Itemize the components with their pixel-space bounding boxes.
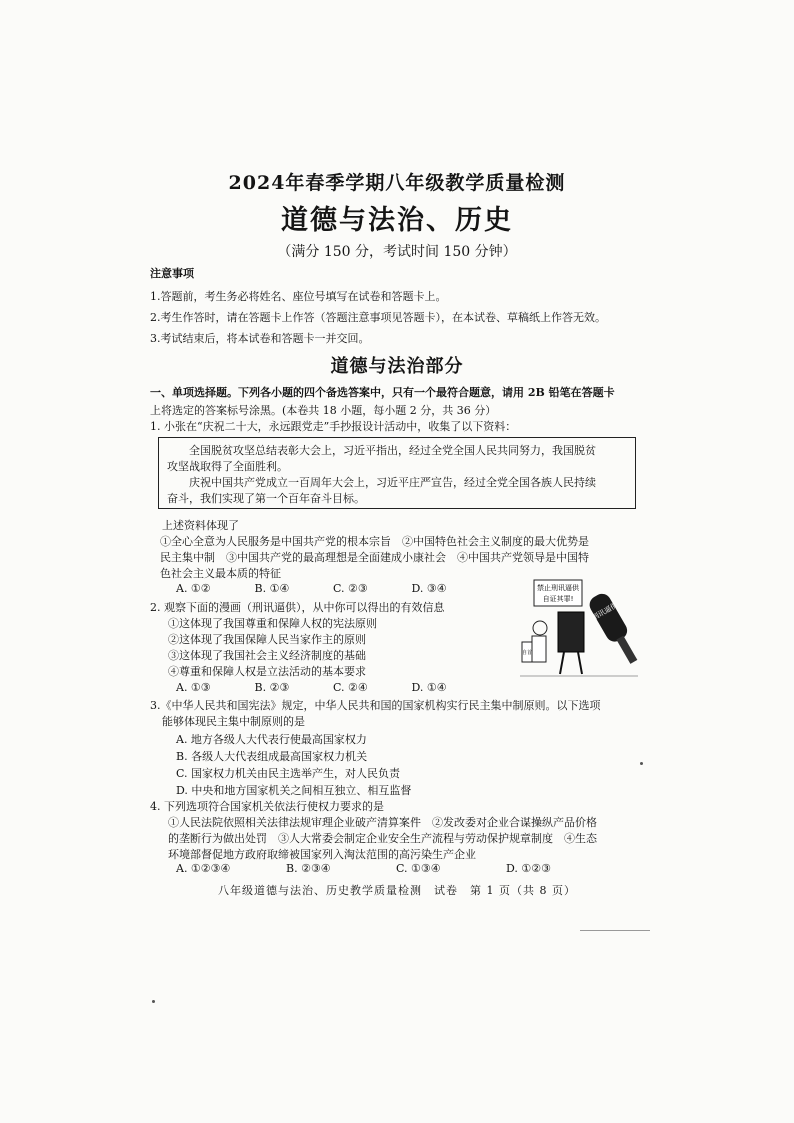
q2-options [176, 681, 487, 694]
section-instruction: 一、单项选择题。下列各小题的四个备选答案中，只有一个最符合题意，请用 2B 铅笔在答题卡 [150, 386, 615, 399]
option: B. ②③ [254, 681, 290, 694]
cartoon-sign-text: 禁止刑讯逼供 [537, 584, 579, 592]
cartoon-person-head [533, 621, 547, 635]
option: C. ②④ [333, 681, 368, 694]
note-item: 1.答题前，考生务必将姓名、座位号填写在试卷和答题卡上。 [150, 290, 447, 303]
exam-subject-title: 道德与法治、历史 [281, 205, 513, 236]
cartoon-paper-text: 自首 [521, 650, 533, 656]
cartoon-sign-text: 自证其罪! [542, 595, 574, 603]
option: B. ①④ [254, 582, 290, 595]
q1-material-line: 奋斗，我们实现了第一个百年奋斗目标。 [167, 492, 365, 505]
scan-speck [152, 1000, 155, 1003]
q2-statement: ②这体现了我国保障人民当家作主的原则 [168, 633, 366, 646]
page-footer: 八年级道德与法治、历史教学质量检测 试卷 第 1 页（共 8 页） [218, 884, 576, 897]
q4-stem: 4. 下列选项符合国家机关依法行使权力要求的是 [150, 800, 384, 813]
q1-material-line: 全国脱贫攻坚总结表彰大会上，习近平指出，经过全党全国人民共同努力，我国脱贫 [189, 444, 596, 457]
scan-scratch [580, 930, 650, 931]
q2-statement: ①这体现了我国尊重和保障人权的宪法原则 [168, 617, 377, 630]
q1-statement-line: ①全心全意为人民服务是中国共产党的根本宗旨 ②中国特色社会主义制度的最大优势是 [160, 535, 589, 548]
q1-options [176, 582, 487, 595]
cartoon-figure-leg [578, 652, 582, 674]
q4-options [176, 862, 616, 875]
cartoon-club [584, 589, 638, 669]
option: D. ①④ [411, 681, 447, 694]
option: C. ②③ [333, 582, 368, 595]
q4-statement-line: 环境部督促地方政府取缔被国家列入淘汰范围的高污染生产企业 [168, 848, 476, 861]
q3-option: B. 各级人大代表组成最高国家权力机关 [176, 750, 368, 763]
q2-stem: 2. 观察下面的漫画（刑讯逼供），从中你可以得出的有效信息 [150, 601, 445, 614]
q1-material-box [158, 437, 636, 509]
cartoon-figure-leg [560, 652, 564, 674]
option: B. ②③④ [286, 862, 331, 875]
q1-material-line: 攻坚战取得了全面胜利。 [167, 460, 288, 473]
option: D. ③④ [411, 582, 447, 595]
q3-option: D. 中央和地方国家机关之间相互独立、相互监督 [176, 784, 412, 797]
section-title: 道德与法治部分 [330, 356, 464, 377]
cartoon-person-body [532, 636, 546, 662]
q4-statement-line: 的垄断行为做出处罚 ③人大常委会制定企业安全生产流程与劳动保护规章制度 ④生态 [168, 832, 597, 845]
notes-heading: 注意事项 [150, 267, 194, 280]
q2-statement: ④尊重和保障人权是立法活动的基本要求 [168, 665, 366, 678]
cartoon-club-text: 刑讯逼供 [590, 601, 619, 623]
option: C. ①③④ [396, 862, 441, 875]
q1-statement-line: 民主集中制 ③中国共产党的最高理想是全面建成小康社会 ④中国共产党领导是中国特 [160, 551, 589, 564]
cartoon-figure [558, 612, 584, 652]
q1-stem: 1. 小张在“庆祝二十大，永远跟党走”手抄报设计活动中，收集了以下资料： [150, 420, 517, 433]
scan-speck [640, 762, 643, 765]
q2-statement: ③这体现了我国社会主义经济制度的基础 [168, 649, 366, 662]
option: A. ①②③④ [176, 862, 231, 875]
note-item: 3.考试结束后，将本试卷和答题卡一并交回。 [150, 332, 370, 345]
exam-title: 2024年春季学期八年级教学质量检测 [228, 172, 566, 194]
cartoon-illustration [520, 578, 638, 680]
q3-option: C. 国家权力机关由民主选举产生，对人民负责 [176, 767, 401, 780]
exam-score-time: （满分 150 分，考试时间 150 分钟） [277, 244, 517, 260]
option: D. ①②③ [506, 862, 552, 875]
q3-stem: 能够体现民主集中制原则的是 [162, 715, 305, 728]
q4-statement-line: ①人民法院依照相关法律法规审理企业破产清算案件 ②发改委对企业合谋操纵产品价格 [168, 816, 597, 829]
section-instruction: 上将选定的答案标号涂黑。(本卷共 18 小题，每小题 2 分，共 36 分） [150, 404, 497, 417]
q3-stem: 3.《中华人民共和国宪法》规定，中华人民共和国的国家机构实行民主集中制原则。以下选项 [150, 699, 601, 712]
q1-lead: 上述资料体现了 [162, 519, 239, 532]
q1-statement-line: 色社会主义最本质的特征 [160, 567, 281, 580]
note-item: 2.考生作答时，请在答题卡上作答（答题注意事项见答题卡），在本试卷、草稿纸上作答无效。 [150, 311, 606, 324]
option: A. ①③ [176, 681, 211, 694]
q3-option: A. 地方各级人大代表行使最高国家权力 [176, 733, 367, 746]
option: A. ①② [176, 582, 211, 595]
q1-material-line: 庆祝中国共产党成立一百周年大会上，习近平庄严宣告，经过全党全国各族人民持续 [189, 476, 596, 489]
